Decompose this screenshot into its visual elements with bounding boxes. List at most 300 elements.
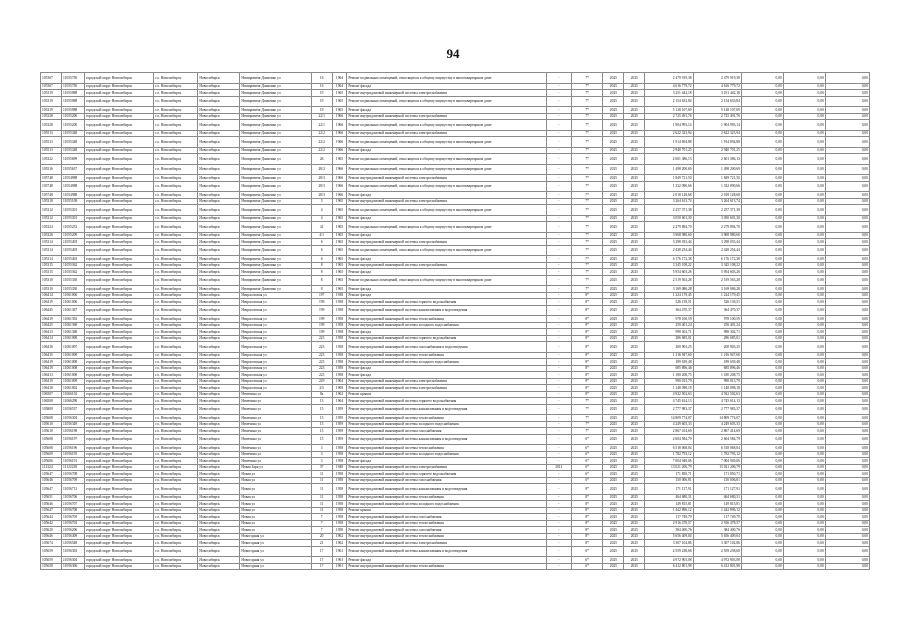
cell-plan-start: 2025 <box>603 292 624 299</box>
cell-cost-local: 0,00 <box>825 352 869 359</box>
cell-cost-local: 0,00 <box>825 428 869 435</box>
cell-city: Новосибирск <box>198 471 240 478</box>
cell-work-type: Ремонт внутридомовой инженерной системы канализования и водоотведения <box>347 484 546 495</box>
cell-cost-total: 2 279 894,70 <box>645 222 693 233</box>
cell-category: 7* <box>571 130 602 137</box>
cell-district: городской округ Новосибирск <box>85 269 154 276</box>
cell-last-repair: - <box>546 96 571 107</box>
cell-work-type: Ремонт фасада <box>347 192 546 199</box>
cell-id: 105606 <box>41 458 62 465</box>
cell-last-repair: - <box>546 147 571 154</box>
cell-code: 11056196 <box>61 445 84 452</box>
cell-id: 105659 <box>41 557 62 564</box>
cell-cost-fund: 171 127,91 <box>693 484 741 495</box>
cell-district: городской округ Новосибирск <box>85 316 154 323</box>
cell-cost-fund: 1 904 993,14 <box>693 120 741 131</box>
cell-house: 17 <box>311 557 332 564</box>
cell-last-repair: - <box>546 107 571 114</box>
cell-street: Немировича-Данченко ул <box>240 215 311 222</box>
cell-cost-federal: 0,00 <box>741 385 783 392</box>
cell-id: 105647 <box>41 471 62 478</box>
cell-code: 11061008 <box>61 352 84 359</box>
cell-last-repair: - <box>546 335 571 342</box>
cell-city: Новосибирск <box>198 305 240 316</box>
cell-plan-end: 2025 <box>624 507 645 514</box>
cell-cost-total: 1 332 090,66 <box>645 181 693 192</box>
cell-city: Новосибирск <box>198 458 240 465</box>
cell-category: 8* <box>571 322 602 329</box>
cell-id: 105367 <box>41 83 62 90</box>
cell-work-type: Ремонт внутридомовой инженерной системы электроснабжения <box>347 130 546 137</box>
cell-cost-federal: 0,00 <box>741 299 783 306</box>
cell-district: городской округ Новосибирск <box>85 458 154 465</box>
cell-cost-fund: 2 777 983,37 <box>693 404 741 415</box>
cell-plan-start: 2025 <box>603 464 624 471</box>
cell-cost-federal: 0,00 <box>741 557 783 564</box>
cell-plan-start: 2025 <box>603 96 624 107</box>
cell-plan-end: 2025 <box>624 514 645 521</box>
cell-cost-total: 2 559 238,68 <box>645 546 693 557</box>
cell-cost-local: 0,00 <box>825 322 869 329</box>
cell-cost-local: 0,00 <box>825 540 869 547</box>
cell-plan-start: 2025 <box>603 154 624 165</box>
cell-last-repair: - <box>546 404 571 415</box>
cell-last-repair: - <box>546 239 571 246</box>
cell-plan-end: 2025 <box>624 464 645 471</box>
cell-house: 22/1 <box>311 120 332 131</box>
cell-code: 11061008 <box>61 365 84 372</box>
table-row <box>41 245 870 256</box>
cell-house: 20 <box>311 533 332 540</box>
cell-house: 21 <box>311 540 332 547</box>
cell-cost-federal: 0,00 <box>741 378 783 385</box>
cell-cost-regional: 0,00 <box>783 198 825 205</box>
cell-category: 7* <box>571 137 602 148</box>
cell-district: городской округ Новосибирск <box>85 175 154 182</box>
cell-cost-regional: 0,00 <box>783 113 825 120</box>
cell-cost-federal: 0,00 <box>741 527 783 534</box>
cell-cost-federal: 0,00 <box>741 113 783 120</box>
cell-city: Новосибирск <box>198 175 240 182</box>
cell-municipality: г.о. Новосибирск <box>154 527 198 534</box>
cell-cost-federal: 0,00 <box>741 83 783 90</box>
cell-id: 105315 <box>41 269 62 276</box>
cell-cost-total: 171 127,91 <box>645 484 693 495</box>
cell-last-repair: - <box>546 73 571 84</box>
cell-cost-fund: 149 815,81 <box>693 501 741 508</box>
cell-work-type: Ремонт внутридомовой инженерной системы электроснабжения <box>347 540 546 547</box>
cell-code: 11056708 <box>61 471 84 478</box>
cell-work-type: Ремонт фасада <box>347 286 546 293</box>
cell-house: 4 <box>311 205 332 216</box>
cell-code: 11061002 <box>61 385 84 392</box>
cell-cost-fund: 3 345 108,22 <box>693 262 741 269</box>
cell-cost-regional: 0,00 <box>783 130 825 137</box>
cell-year-built: 1964 <box>332 73 347 84</box>
cell-last-repair: - <box>546 533 571 540</box>
cell-municipality: г.о. Новосибирск <box>154 404 198 415</box>
cell-id: 105610 <box>41 428 62 435</box>
cell-house: 13 <box>311 398 332 405</box>
cell-cost-federal: 0,00 <box>741 222 783 233</box>
cell-last-repair: - <box>546 471 571 478</box>
cell-district: городской округ Новосибирск <box>85 215 154 222</box>
cell-last-repair: - <box>546 520 571 527</box>
cell-year-built: 1958 <box>332 477 347 484</box>
cell-city: Новосибирск <box>198 507 240 514</box>
cell-category: 8* <box>571 316 602 323</box>
cell-plan-start: 2025 <box>603 137 624 148</box>
cell-cost-total: 171 850,71 <box>645 471 693 478</box>
cell-work-type: Ремонт фасада <box>347 147 546 154</box>
cell-cost-fund: 4 922 502,63 <box>693 391 741 398</box>
cell-work-type: Ремонт фасада <box>347 215 546 222</box>
cell-cost-fund: 4 745 614,13 <box>693 398 741 405</box>
cell-city: Новосибирск <box>198 130 240 137</box>
cell-cost-total: 464 680,31 <box>645 494 693 501</box>
cell-work-type: Ремонт подвальных помещений, относящихся к общему имуществу в многоквартирном доме <box>347 181 546 192</box>
cell-street: Некрасовская ул <box>240 365 311 372</box>
cell-category: 7* <box>571 215 602 222</box>
cell-cost-fund: 5 128 107,69 <box>693 107 741 114</box>
cell-city: Новосибирск <box>198 365 240 372</box>
cell-category: 6* <box>571 445 602 452</box>
cell-city: Новосибирск <box>198 137 240 148</box>
cell-house: 223 <box>311 365 332 372</box>
cell-id: 105319 <box>41 90 62 97</box>
cell-plan-start: 2025 <box>603 546 624 557</box>
cell-plan-start: 2025 <box>603 428 624 435</box>
cell-cost-federal: 0,00 <box>741 415 783 422</box>
table-row <box>41 154 870 165</box>
cell-id: 105324 <box>41 222 62 233</box>
cell-street: Немировича-Данченко ул <box>240 192 311 199</box>
cell-street: Новогодняя ул <box>240 540 311 547</box>
cell-work-type: Ремонт внутридомовой инженерной системы горячего водоснабжения <box>347 299 546 306</box>
cell-cost-total: 6 412 801,98 <box>645 563 693 570</box>
cell-cost-local: 0,00 <box>825 563 869 570</box>
cell-year-built: 1966 <box>332 130 347 137</box>
cell-category: 7* <box>571 107 602 114</box>
cell-category: 7* <box>571 73 602 84</box>
cell-code: 11056409 <box>61 533 84 540</box>
cell-cost-regional: 0,00 <box>783 546 825 557</box>
cell-district: городской округ Новосибирск <box>85 477 154 484</box>
cell-district: городской округ Новосибирск <box>85 322 154 329</box>
cell-code: 11056304 <box>61 415 84 422</box>
table-row <box>41 546 870 557</box>
cell-plan-end: 2025 <box>624 113 645 120</box>
cell-last-repair: - <box>546 385 571 392</box>
cell-id: 105646 <box>41 477 62 484</box>
cell-cost-regional: 0,00 <box>783 501 825 508</box>
cell-code: 11055750 <box>61 73 84 84</box>
cell-category: 6* <box>571 563 602 570</box>
cell-year-built: 1965 <box>332 239 347 246</box>
cell-municipality: г.о. Новосибирск <box>154 359 198 366</box>
cell-code: 11055330 <box>61 286 84 293</box>
cell-municipality: г.о. Новосибирск <box>154 329 198 336</box>
cell-cost-regional: 0,00 <box>783 471 825 478</box>
cell-cost-total: 1 180 208,75 <box>645 372 693 379</box>
cell-last-repair: - <box>546 192 571 199</box>
cell-cost-fund: 3 298 033,44 <box>693 239 741 246</box>
cell-work-type: Ремонт крыши <box>347 391 546 398</box>
cell-cost-local: 0,00 <box>825 154 869 165</box>
cell-municipality: г.о. Новосибирск <box>154 232 198 239</box>
cell-id: 105642 <box>41 520 62 527</box>
cell-cost-local: 0,00 <box>825 90 869 97</box>
cell-year-built: 1959 <box>332 434 347 445</box>
cell-plan-start: 2025 <box>603 514 624 521</box>
cell-plan-end: 2025 <box>624 137 645 148</box>
cell-work-type: Ремонт фасада <box>347 292 546 299</box>
cell-district: городской округ Новосибирск <box>85 275 154 286</box>
cell-house: 37 <box>311 464 332 471</box>
cell-id: 105748 <box>41 175 62 182</box>
cell-id: 105809 <box>41 404 62 415</box>
cell-code: 11056703 <box>61 520 84 527</box>
cell-year-built: 1965 <box>332 256 347 263</box>
cell-work-type: Ремонт внутридомовой инженерной системы электроснабжения <box>347 262 546 269</box>
cell-cost-fund: 464 680,31 <box>693 494 741 501</box>
cell-plan-end: 2025 <box>624 329 645 336</box>
cell-cost-local: 0,00 <box>825 471 869 478</box>
cell-street: Немировича-Данченко ул <box>240 256 311 263</box>
cell-id: 105513 <box>41 147 62 154</box>
cell-district: городской округ Новосибирск <box>85 198 154 205</box>
cell-house: 199 <box>311 316 332 323</box>
cell-city: Новосибирск <box>198 275 240 286</box>
cell-category: 7* <box>571 286 602 293</box>
cell-code: 11055403 <box>61 239 84 246</box>
cell-street: Немировича-Данченко ул <box>240 164 311 175</box>
cell-last-repair: - <box>546 137 571 148</box>
cell-city: Новосибирск <box>198 464 240 471</box>
cell-plan-end: 2025 <box>624 130 645 137</box>
cell-id: 105608 <box>41 434 62 445</box>
cell-code: 11055403 <box>61 256 84 263</box>
table-row <box>41 205 870 216</box>
cell-district: городской округ Новосибирск <box>85 292 154 299</box>
cell-code: 11056548 <box>61 540 84 547</box>
cell-work-type: Ремонт внутридомовой инженерной системы газоснабжения и водоотведения <box>347 342 546 353</box>
cell-cost-fund: 3 968 980,60 <box>693 232 741 239</box>
cell-cost-fund: 4 616 779,72 <box>693 83 741 90</box>
cell-district: городской округ Новосибирск <box>85 540 154 547</box>
cell-cost-total: 4 972 903,08 <box>645 557 693 564</box>
cell-city: Новосибирск <box>198 147 240 154</box>
cell-cost-federal: 0,00 <box>741 428 783 435</box>
cell-id: 105318 <box>41 198 62 205</box>
cell-cost-fund: 1 849 721,50 <box>693 175 741 182</box>
cell-id: 106419 <box>41 365 62 372</box>
cell-cost-local: 0,00 <box>825 107 869 114</box>
cell-last-repair: - <box>546 484 571 495</box>
cell-house: 199 <box>311 299 332 306</box>
cell-cost-regional: 0,00 <box>783 275 825 286</box>
cell-plan-start: 2025 <box>603 299 624 306</box>
cell-cost-regional: 0,00 <box>783 215 825 222</box>
cell-cost-regional: 0,00 <box>783 527 825 534</box>
cell-year-built: 1966 <box>332 147 347 154</box>
cell-category: 7* <box>571 421 602 428</box>
cell-cost-total: 4 745 614,13 <box>645 398 693 405</box>
cell-municipality: г.о. Новосибирск <box>154 256 198 263</box>
cell-id: 106508 <box>41 398 62 405</box>
cell-city: Новосибирск <box>198 514 240 521</box>
cell-plan-start: 2025 <box>603 305 624 316</box>
cell-district: городской округ Новосибирск <box>85 428 154 435</box>
cell-last-repair: - <box>546 329 571 336</box>
cell-city: Новосибирск <box>198 215 240 222</box>
cell-house: 223 <box>311 352 332 359</box>
cell-street: Немировича-Данченко ул <box>240 120 311 131</box>
cell-year-built: 1958 <box>332 316 347 323</box>
cell-code: 11055988 <box>61 107 84 114</box>
cell-plan-start: 2025 <box>603 385 624 392</box>
cell-cost-regional: 0,00 <box>783 342 825 353</box>
cell-year-built: 1958 <box>332 484 347 495</box>
cell-district: городской округ Новосибирск <box>85 335 154 342</box>
cell-cost-fund: 2 428 254,44 <box>693 245 741 256</box>
cell-cost-federal: 0,00 <box>741 107 783 114</box>
cell-id: 106419 <box>41 316 62 323</box>
cell-plan-start: 2025 <box>603 232 624 239</box>
cell-cost-fund: 4 972 903,08 <box>693 557 741 564</box>
cell-cost-regional: 0,00 <box>783 147 825 154</box>
cell-cost-regional: 0,00 <box>783 507 825 514</box>
cell-code: 11056195 <box>61 451 84 458</box>
cell-last-repair: - <box>546 245 571 256</box>
cell-cost-local: 0,00 <box>825 494 869 501</box>
cell-cost-total: 2 867 414,69 <box>645 428 693 435</box>
cell-year-built: 1966 <box>332 113 347 120</box>
cell-category: 6* <box>571 557 602 564</box>
cell-plan-start: 2025 <box>603 164 624 175</box>
cell-cost-fund: 150 006,81 <box>693 477 741 484</box>
table-row <box>41 434 870 445</box>
cell-year-built: 1938 <box>332 292 347 299</box>
cell-street: Некрасовская ул <box>240 316 311 323</box>
cell-id: 105315 <box>41 262 62 269</box>
cell-street: Новогодняя ул <box>240 563 311 570</box>
cell-plan-end: 2025 <box>624 269 645 276</box>
cell-id: 105314 <box>41 256 62 263</box>
cell-last-repair: 2011 <box>546 464 571 471</box>
cell-house: 8 <box>311 269 332 276</box>
cell-house: 28/3 <box>311 192 332 199</box>
cell-cost-federal: 0,00 <box>741 501 783 508</box>
cell-cost-total: 1 849 721,50 <box>645 175 693 182</box>
cell-house: 11 <box>311 471 332 478</box>
cell-street: Немировича-Данченко ул <box>240 137 311 148</box>
cell-id: 106507 <box>41 391 62 398</box>
cell-category: 7* <box>571 113 602 120</box>
cell-cost-regional: 0,00 <box>783 352 825 359</box>
cell-cost-total: 1 224 179,45 <box>645 292 693 299</box>
cell-id: 106419 <box>41 359 62 366</box>
cell-plan-end: 2025 <box>624 471 645 478</box>
cell-cost-total: 1 148 098,18 <box>645 385 693 392</box>
cell-category: 8* <box>571 484 602 495</box>
cell-plan-end: 2025 <box>624 540 645 547</box>
cell-year-built: 1962 <box>332 533 347 540</box>
cell-district: городской округ Новосибирск <box>85 299 154 306</box>
cell-work-type: Ремонт внутридомовой инженерной системы холодного водоснабжения <box>347 322 546 329</box>
cell-district: городской округ Новосибирск <box>85 120 154 131</box>
table-row <box>41 305 870 316</box>
cell-street: Немировича-Данченко ул <box>240 275 311 286</box>
cell-cost-federal: 0,00 <box>741 147 783 154</box>
cell-work-type: Ремонт подвальных помещений, относящихся к общему имуществу в многоквартирном доме <box>347 137 546 148</box>
cell-cost-local: 0,00 <box>825 256 869 263</box>
cell-id: 105312 <box>41 205 62 216</box>
cell-plan-start: 2025 <box>603 245 624 256</box>
cell-municipality: г.о. Новосибирск <box>154 175 198 182</box>
cell-street: Некрасовская ул <box>240 378 311 385</box>
cell-street: Новая ул <box>240 471 311 478</box>
cell-city: Новосибирск <box>198 245 240 256</box>
cell-house: 11 <box>311 507 332 514</box>
cell-plan-end: 2025 <box>624 527 645 534</box>
cell-plan-end: 2025 <box>624 458 645 465</box>
cell-plan-end: 2025 <box>624 175 645 182</box>
cell-category: 6* <box>571 434 602 445</box>
cell-cost-local: 0,00 <box>825 415 869 422</box>
cell-district: городской округ Новосибирск <box>85 90 154 97</box>
cell-house: 41 <box>311 222 332 233</box>
cell-id: 105646 <box>41 501 62 508</box>
cell-cost-fund: 6 412 801,98 <box>693 563 741 570</box>
cell-cost-federal: 0,00 <box>741 464 783 471</box>
cell-work-type: Ремонт внутридомовой инженерной системы канализования и водоотведения <box>347 404 546 415</box>
cell-plan-end: 2025 <box>624 501 645 508</box>
cell-street: Новая Заря ул <box>240 464 311 471</box>
cell-city: Новосибирск <box>198 378 240 385</box>
cell-code: 11122218 <box>61 464 84 471</box>
cell-work-type: Ремонт внутридомовой инженерной системы газоснабжения <box>347 527 546 534</box>
cell-house: 4/1 <box>311 232 332 239</box>
cell-house: 3 <box>311 445 332 452</box>
cell-year-built: 1966 <box>332 175 347 182</box>
cell-cost-federal: 0,00 <box>741 484 783 495</box>
cell-last-repair: - <box>546 275 571 286</box>
cell-work-type: Ремонт внутридомовой инженерной системы теплоснабжения <box>347 445 546 452</box>
cell-plan-start: 2025 <box>603 342 624 353</box>
cell-city: Новосибирск <box>198 292 240 299</box>
cell-category: 8* <box>571 540 602 547</box>
cell-cost-regional: 0,00 <box>783 520 825 527</box>
cell-cost-local: 0,00 <box>825 398 869 405</box>
cell-district: городской округ Новосибирск <box>85 501 154 508</box>
cell-street: Немечина ул <box>240 404 311 415</box>
table-row <box>41 120 870 131</box>
cell-category: 7* <box>571 256 602 263</box>
cell-plan-end: 2025 <box>624 90 645 97</box>
cell-year-built: 1958 <box>332 451 347 458</box>
cell-cost-local: 0,00 <box>825 391 869 398</box>
cell-cost-fund: 2 725 491,76 <box>693 113 741 120</box>
cell-cost-fund: 978 100,59 <box>693 316 741 323</box>
cell-code: 11056303 <box>61 546 84 557</box>
cell-cost-federal: 0,00 <box>741 322 783 329</box>
table-row <box>41 484 870 495</box>
cell-work-type: Ремонт фасада <box>347 557 546 564</box>
cell-cost-local: 0,00 <box>825 533 869 540</box>
cell-municipality: г.о. Новосибирск <box>154 205 198 216</box>
cell-cost-fund: 2 519 563,28 <box>693 275 741 286</box>
